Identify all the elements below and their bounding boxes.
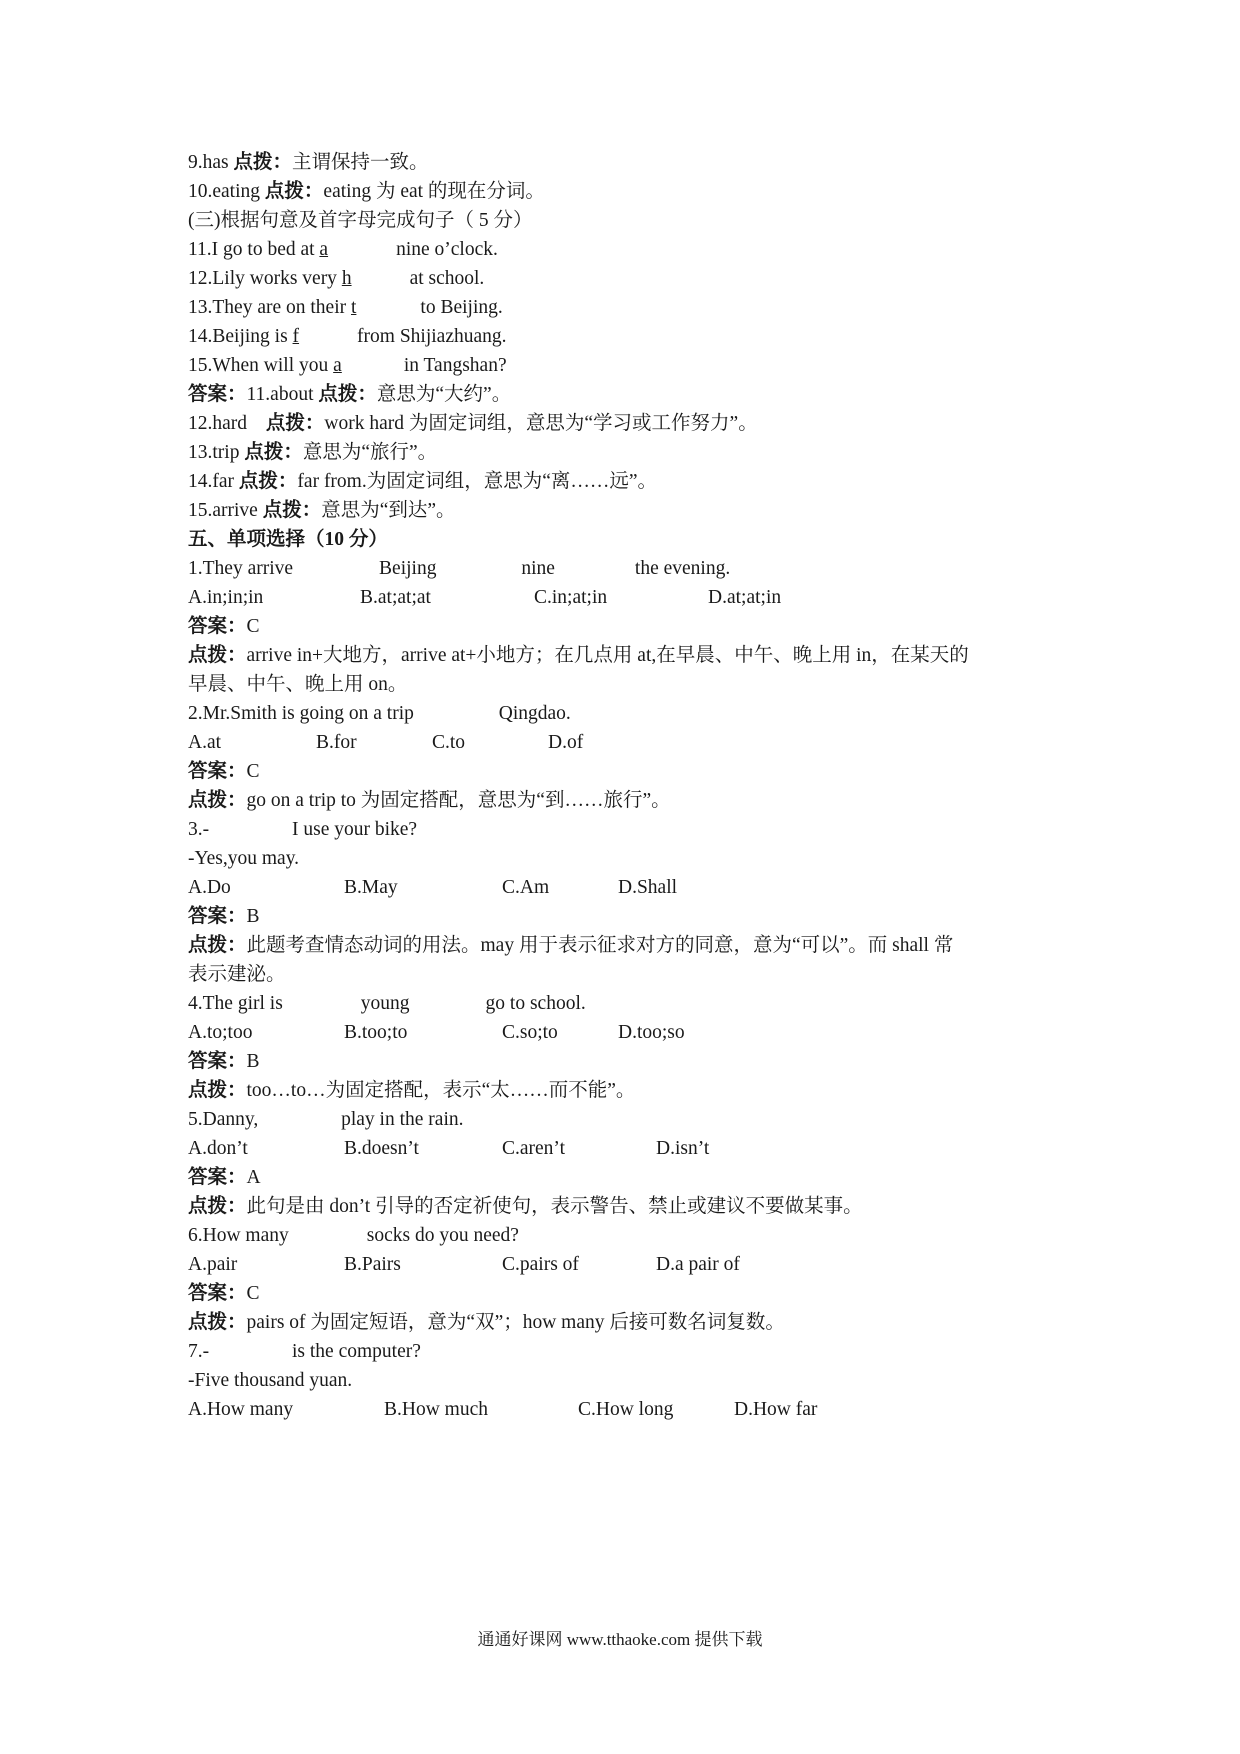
hint-text: 意思为“大约”。 [376,384,512,405]
mc-hint-3 [188,933,953,959]
answer-number: 12.hard [188,413,252,434]
mc-reply-3: -Yes,you may. [188,848,300,869]
option-a: A.How many [188,1399,294,1420]
mc-options-2 [188,730,888,756]
option-b: B.May [344,877,398,898]
hint-keyword: 点拨： [233,152,293,173]
question-text: from Shijiazhuang. [357,326,507,347]
option-d: D.a pair of [656,1254,740,1275]
hint-text: 此题考查情态动词的用法。may 用于表示征求对方的同意，意为“可以”。而 shall 常 [246,935,954,956]
mc-answer-1 [188,614,260,640]
hint-keyword: 点拨： [265,413,325,434]
option-b: B.too;to [344,1022,408,1043]
mc-hint-2 [188,788,671,814]
answer-line-13 [188,440,437,466]
hint-text: far from.为固定词组，意思为“离……远”。 [297,471,658,492]
option-b: B.Pairs [344,1254,401,1275]
option-b: B.for [316,732,357,753]
option-d: D.isn’t [656,1138,710,1159]
answer-value: C [246,1283,260,1304]
hint-text: arrive in+大地方，arrive at+小地方；在几点用 at,在早晨、中午、晚上用 in，在某天的 [246,645,969,666]
initial-letter: f [292,326,300,347]
hint-text: eating 为 eat 的现在分词。 [323,181,545,202]
option-c: C.in;at;in [534,587,608,608]
answer-keyword: 答案： [188,1167,247,1188]
initial-letter: a [333,355,342,376]
initial-letter: t [350,297,357,318]
option-a: A.at [188,732,222,753]
answer-value: A [246,1167,261,1188]
hint-keyword: 点拨： [318,384,377,405]
mc-options-1 [188,585,888,611]
question-text: 2.Mr.Smith is going on a trip [188,703,414,724]
hint-keyword: 点拨： [188,1196,247,1217]
question-text: at school. [409,268,485,289]
option-c: C.pairs of [502,1254,579,1275]
question-text: nine [521,558,555,579]
answer-keyword: 答案： [188,761,247,782]
hint-keyword: 点拨： [188,645,247,666]
answer-line-15 [188,498,456,524]
answer-value: B [246,906,260,927]
option-c: C.so;to [502,1022,558,1043]
blank-with-letter [333,355,404,376]
option-c: C.to [432,732,466,753]
question-text: I use your bike? [292,819,418,840]
answer-line-12 [188,411,758,437]
initial-letter: h [341,268,352,289]
question-text: the evening. [634,558,731,579]
question-text: Qingdao. [493,703,571,724]
answer-keyword: 答案： [188,616,247,637]
mc-hint-3-cont: 表示建泌。 [188,964,286,985]
hint-text: 意思为“旅行”。 [302,442,438,463]
blank-with-letter [293,326,358,347]
mc-hint-1 [188,643,969,669]
hint-text: 此句是由 don’t 引导的否定祈使句，表示警告、禁止或建议不要做某事。 [246,1196,863,1217]
hint-keyword: 点拨： [264,181,324,202]
mc-options-4 [188,1020,888,1046]
option-b: B.How much [384,1399,488,1420]
answer-number: 9.has [188,152,234,173]
mc-options-3 [188,875,888,901]
answer-line-14 [188,469,657,495]
option-a: A.in;in;in [188,587,264,608]
mc-reply-7: -Five thousand yuan. [188,1370,353,1391]
section-heading-3: (三)根据句意及首字母完成句子（ 5 分） [188,210,533,231]
answer-value: B [246,1051,260,1072]
mc-question-3 [188,817,417,843]
mc-options-5 [188,1136,888,1162]
hint-keyword: 点拨： [188,935,247,956]
option-a: A.don’t [188,1138,248,1159]
hint-keyword: 点拨： [188,1080,247,1101]
question-text: 7.- [188,1341,214,1362]
answer-number: 14.far [188,471,239,492]
question-14 [188,324,507,350]
question-text: play in the rain. [341,1109,464,1130]
mc-question-5 [188,1107,464,1133]
mc-answer-3 [188,904,260,930]
blank-with-letter [351,297,420,318]
option-c: C.Am [502,877,550,898]
hint-keyword: 点拨： [262,500,322,521]
mc-hint-1-cont: 早晨、中午、晚上用 on。 [188,674,408,695]
option-c: C.aren’t [502,1138,565,1159]
mc-answer-5 [188,1165,261,1191]
hint-text: go on a trip to 为固定搭配，意思为“到……旅行”。 [246,790,671,811]
question-text: Beijing [379,558,442,579]
question-text: 3.- [188,819,214,840]
mc-answer-4 [188,1049,260,1075]
mc-hint-4 [188,1078,635,1104]
question-text: go to school. [485,993,586,1014]
blank-with-letter [342,268,410,289]
mc-answer-2 [188,759,260,785]
answer-number: 15.arrive [188,500,263,521]
section-heading-5: 五、单项选择（10 分） [188,529,388,550]
question-text: to Beijing. [420,297,503,318]
question-text: 15.When will you [188,355,334,376]
hint-keyword: 点拨： [244,442,303,463]
question-13 [188,295,503,321]
question-text: is the computer? [292,1341,421,1362]
blank-with-letter [319,239,396,260]
answer-line-11 [188,382,511,408]
hint-keyword: 点拨： [188,1312,247,1333]
question-text: 6.How many [188,1225,289,1246]
answer-number: 13.trip [188,442,245,463]
answer-number: 10.eating [188,181,265,202]
question-text: 13.They are on their [188,297,351,318]
mc-options-7 [188,1397,888,1423]
question-text: nine o’clock. [396,239,498,260]
option-c: C.How long [578,1399,674,1420]
hint-text: pairs of 为固定短语，意为“双”；how many 后接可数名词复数。 [246,1312,785,1333]
option-d: D.at;at;in [708,587,782,608]
mc-answer-6 [188,1281,260,1307]
question-text: young [360,993,410,1014]
mc-options-6 [188,1252,888,1278]
option-a: A.Do [188,877,231,898]
question-text: 5.Danny, [188,1109,264,1130]
question-11 [188,237,498,263]
hint-text: too…to…为固定搭配，表示“太……而不能”。 [246,1080,636,1101]
hint-keyword: 点拨： [238,471,298,492]
hint-text: work hard 为固定词组，意思为“学习或工作努力”。 [324,413,758,434]
mc-question-7 [188,1339,421,1365]
question-text: 12.Lily works very [188,268,342,289]
page-footer: 通通好课网 www.tthaoke.com 提供下载 [477,1630,763,1649]
mc-question-4 [188,991,586,1017]
mc-question-2 [188,701,571,727]
hint-keyword: 点拨： [188,790,247,811]
option-d: D.How far [734,1399,818,1420]
option-a: A.pair [188,1254,238,1275]
answer-keyword: 答案： [188,384,247,405]
option-d: D.of [548,732,584,753]
option-b: B.doesn’t [344,1138,419,1159]
option-b: B.at;at;at [360,587,431,608]
mc-question-6 [188,1223,519,1249]
hint-text: 主谓保持一致。 [292,152,429,173]
answer-number: 11.about [246,384,319,405]
answer-line-10 [188,179,545,205]
question-15 [188,353,507,379]
option-d: D.Shall [618,877,678,898]
question-text: 11.I go to bed at [188,239,320,260]
question-text: in Tangshan? [403,355,507,376]
question-text: 1.They arrive [188,558,294,579]
mc-hint-6 [188,1310,785,1336]
mc-hint-5 [188,1194,863,1220]
mc-question-1 [188,556,730,582]
answer-keyword: 答案： [188,1051,247,1072]
question-12 [188,266,484,292]
question-text: socks do you need? [366,1225,519,1246]
answer-value: C [246,616,260,637]
option-d: D.too;so [618,1022,685,1043]
option-a: A.to;too [188,1022,253,1043]
question-text: 4.The girl is [188,993,283,1014]
hint-text: 意思为“到达”。 [321,500,456,521]
answer-keyword: 答案： [188,1283,247,1304]
question-text: 14.Beijing is [188,326,293,347]
answer-line-9 [188,150,429,176]
answer-keyword: 答案： [188,906,247,927]
answer-value: C [246,761,260,782]
initial-letter: a [319,239,329,260]
